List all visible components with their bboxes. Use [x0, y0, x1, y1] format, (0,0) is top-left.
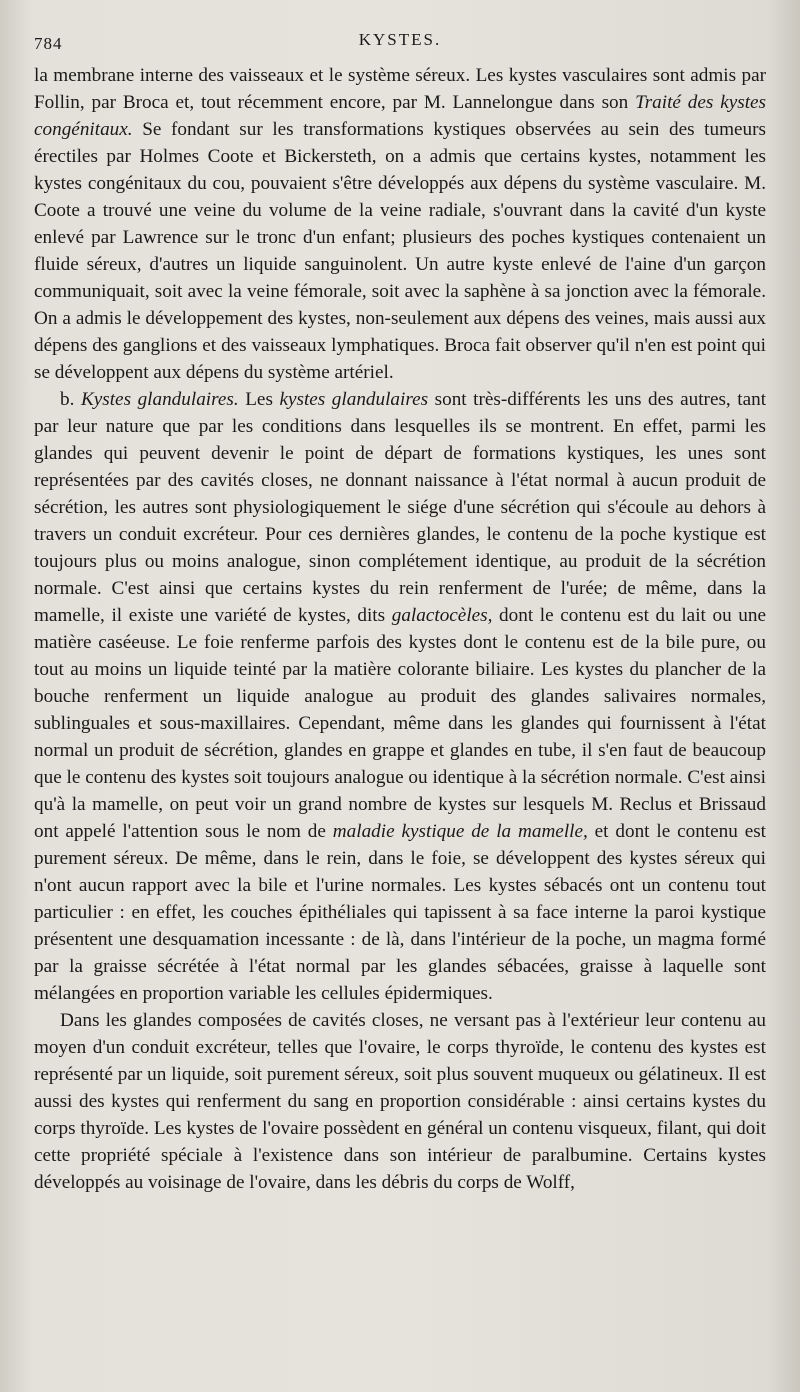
italic-text: Traité des kystes congénitaux.: [34, 92, 767, 140]
body-text: [34, 62, 766, 1196]
text-run: sont très-différents les uns des autres, tant par leur nature que par les conditions dans lesquelles ils se montrent. En effet, parmi les glandes qui peuvent devenir le point de départ de formations kystiques, les unes sont représentées par des cavités closes, ne donnant naissance à l'état normal à aucun produit de sécrétion, les autres sont physiologiquement le siége d'une sécrétion qui s'écoule au dehors à travers un conduit excréteur. Pour ces dernières glandes, le contenu de la poche kystique est toujours plus ou moins analogue, sinon complétement identique, au produit de la sécrétion normale. C'est ainsi que certains kystes du rein renferment de l'urée; de même, dans la mamelle, il existe une variété de kystes, dits: [34, 389, 767, 626]
paragraph: [34, 1007, 766, 1196]
text-run: b.: [60, 389, 81, 410]
running-head: [34, 24, 766, 54]
italic-text: galactocèles,: [391, 605, 493, 626]
text-run: la membrane interne des vaisseaux et le système séreux. Les kystes vasculaires sont admis par Follin, par Broca et, tout récemment encore, par M. Lannelongue dans son: [34, 65, 766, 113]
text-run: dont le contenu est du lait ou une matière caséeuse. Le foie renferme parfois des kystes dont le contenu est de la bile pure, ou tout au moins un liquide teinté par la matière colorante biliaire. Les kystes du plancher de la bouche renferment un liquide analogue au produit des glandes salivaires normales, sublinguales et sous-maxillaires. Cependant, même dans les glandes qui fournissent à l'état normal un produit de sécrétion, glandes en grappe et glandes en tube, il s'en faut de beaucoup que le contenu des kystes soit toujours analogue ou identique à la sécrétion normale. C'est ainsi qu'à la mamelle, on peut voir un grand nombre de kystes sur lesquels M. Reclus et Brissaud ont appelé l'attention sous le nom de: [34, 605, 766, 842]
text-run: Dans les glandes composées de cavités closes, ne versant pas à l'extérieur leur contenu au moyen d'un conduit excréteur, telles que l'ovaire, le corps thyroïde, le contenu des kystes est représenté par un liquide, soit purement séreux, soit plus souvent muqueux ou gélatineux. Il est aussi des kystes qui renferment du sang en proportion considérable : ainsi certains kystes du corps thyroïde. Les kystes de l'ovaire possèdent en général un contenu visqueux, filant, qui doit cette propriété spéciale à l'existence dans son intérieur de paralbumine. Certains kystes développés au voisinage de l'ovaire, dans les débris du corps de Wolff,: [34, 1010, 766, 1193]
paragraph: [34, 386, 766, 1007]
running-title: KYSTES.: [358, 30, 442, 49]
text-run: Les: [238, 389, 280, 410]
text-run: et dont le contenu est purement séreux. De même, dans le rein, dans le foie, se développent des kystes séreux qui n'ont aucun rapport avec la bile et l'urine normales. Les kystes sébacés ont un contenu tout particulier : en effet, les couches épithéliales qui tapissent à sa face interne la paroi kystique présentent une desquamation incessante : de là, dans l'intérieur de la poche, un magma formé par la graisse sécrétée à l'état normal par les glandes sébacées, graisse à laquelle sont mélangées en proportion variable les cellules épidermiques.: [34, 821, 767, 1004]
paragraph: [34, 62, 766, 386]
page-number: 784: [34, 34, 63, 53]
italic-text: Kystes glandulaires.: [80, 389, 239, 410]
text-run: Se fondant sur les transformations kystiques observées au sein des tumeurs érectiles par Holmes Coote et Bickersteth, on a admis que certains kystes, notamment les kystes congénitaux du cou, pouvaient s'être développés aux dépens du système vasculaire. M. Coote a trouvé une veine du volume de la veine radiale, s'ouvrant dans la cavité d'un kyste enlevé par Lawrence sur le tronc d'un enfant; plusieurs des poches kystiques contenaient un fluide séreux, d'autres un liquide sanguinolent. Un autre kyste enlevé de l'aine d'un garçon communiquait, soit avec la veine fémorale, soit avec la saphène à sa jonction avec la fémorale. On a admis le développement des kystes, non-seulement aux dépens des veines, mais aussi aux dépens des ganglions et des vaisseaux lymphatiques. Broca fait observer qu'il n'en est point qui se développent aux dépens du système artériel.: [34, 119, 766, 383]
italic-text: maladie kystique de la mamelle,: [332, 821, 588, 842]
italic-text: kystes glandulaires: [279, 389, 429, 410]
